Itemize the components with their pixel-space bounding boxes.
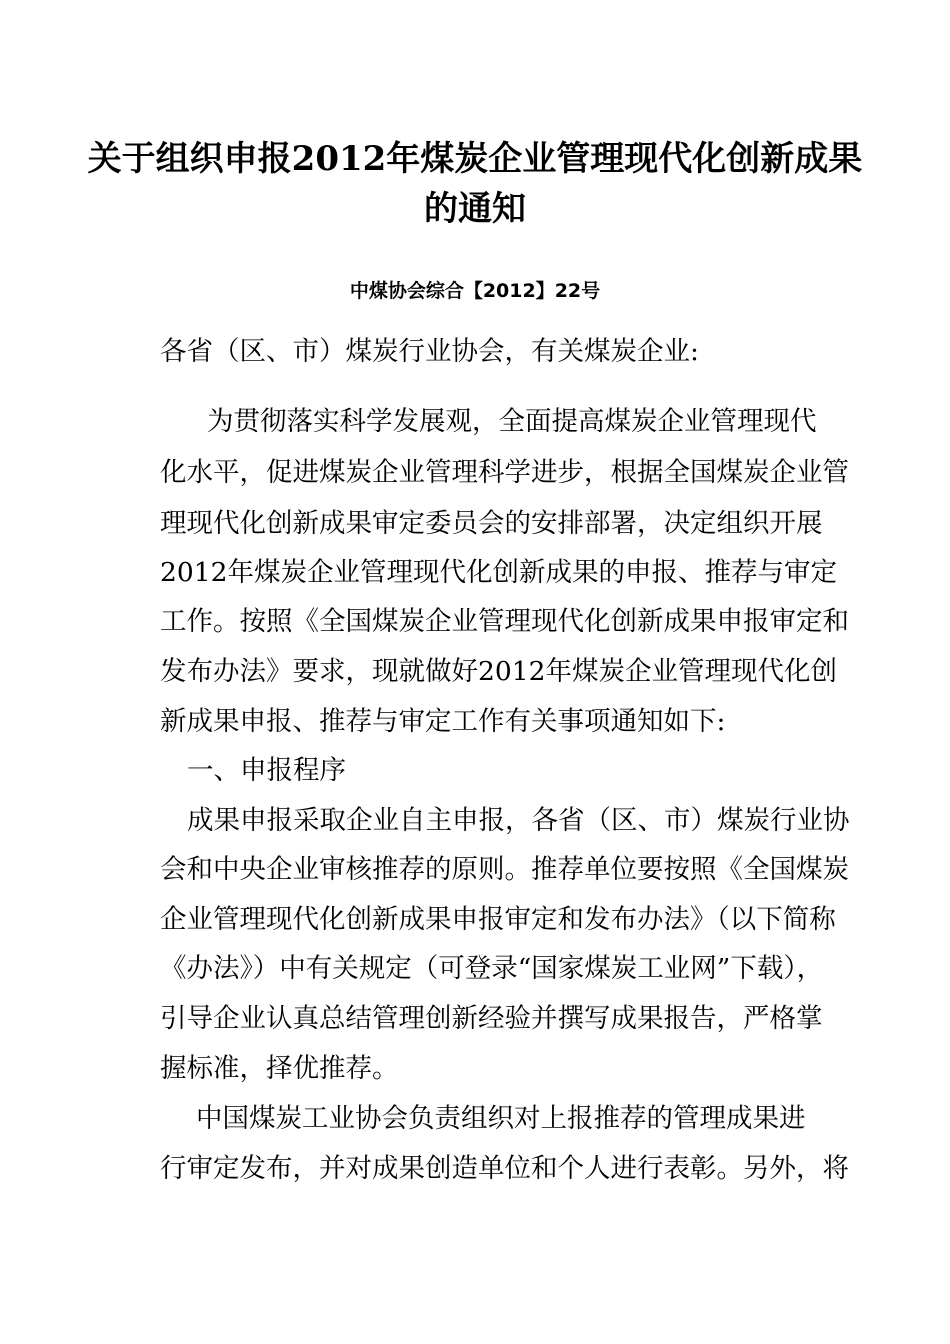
salutation: 各省（区、市）煤炭行业协会，有关煤炭企业: [160,336,699,367]
document-number: 中煤协会综合【2012】22号 [349,280,601,302]
document-title-line-2: 的通知 [424,189,526,229]
body-line: 工作。按照《全国煤炭企业管理现代化创新成果申报审定和 [160,606,849,637]
document-title-line-1: 关于组织申报2012年煤炭企业管理现代化创新成果 [87,139,863,179]
body-line: 会和中央企业审核推荐的原则。推荐单位要按照《全国煤炭 [160,854,849,885]
body-line: 化水平，促进煤炭企业管理科学进步，根据全国煤炭企业管 [160,457,849,488]
body-line: 成果申报采取企业自主申报，各省（区、市）煤炭行业协 [187,805,850,836]
body-line: 握标准，择优推荐。 [160,1053,399,1084]
body-line: 新成果申报、推荐与审定工作有关事项通知如下: [160,706,726,737]
body-line: 《办法》）中有关规定（可登录“国家煤炭工业网”下载）， [160,953,824,984]
body-line: 行审定发布，并对成果创造单位和个人进行表彰。另外，将 [160,1153,849,1184]
body-line: 发布办法》要求，现就做好2012年煤炭企业管理现代化创 [160,656,837,687]
body-line: 2012年煤炭企业管理现代化创新成果的申报、推荐与审定 [160,557,837,588]
body-line: 企业管理现代化创新成果申报审定和发布办法》（以下简称 [160,904,836,935]
section-heading: 一、申报程序 [187,755,346,786]
body-line: 理现代化创新成果审定委员会的安排部署，决定组织开展 [160,508,823,539]
body-line: 为贯彻落实科学发展观，全面提高煤炭企业管理现代 [207,406,817,437]
body-line: 引导企业认真总结管理创新经验并撰写成果报告，严格掌 [160,1003,823,1034]
body-line: 中国煤炭工业协会负责组织对上报推荐的管理成果进 [196,1103,806,1134]
